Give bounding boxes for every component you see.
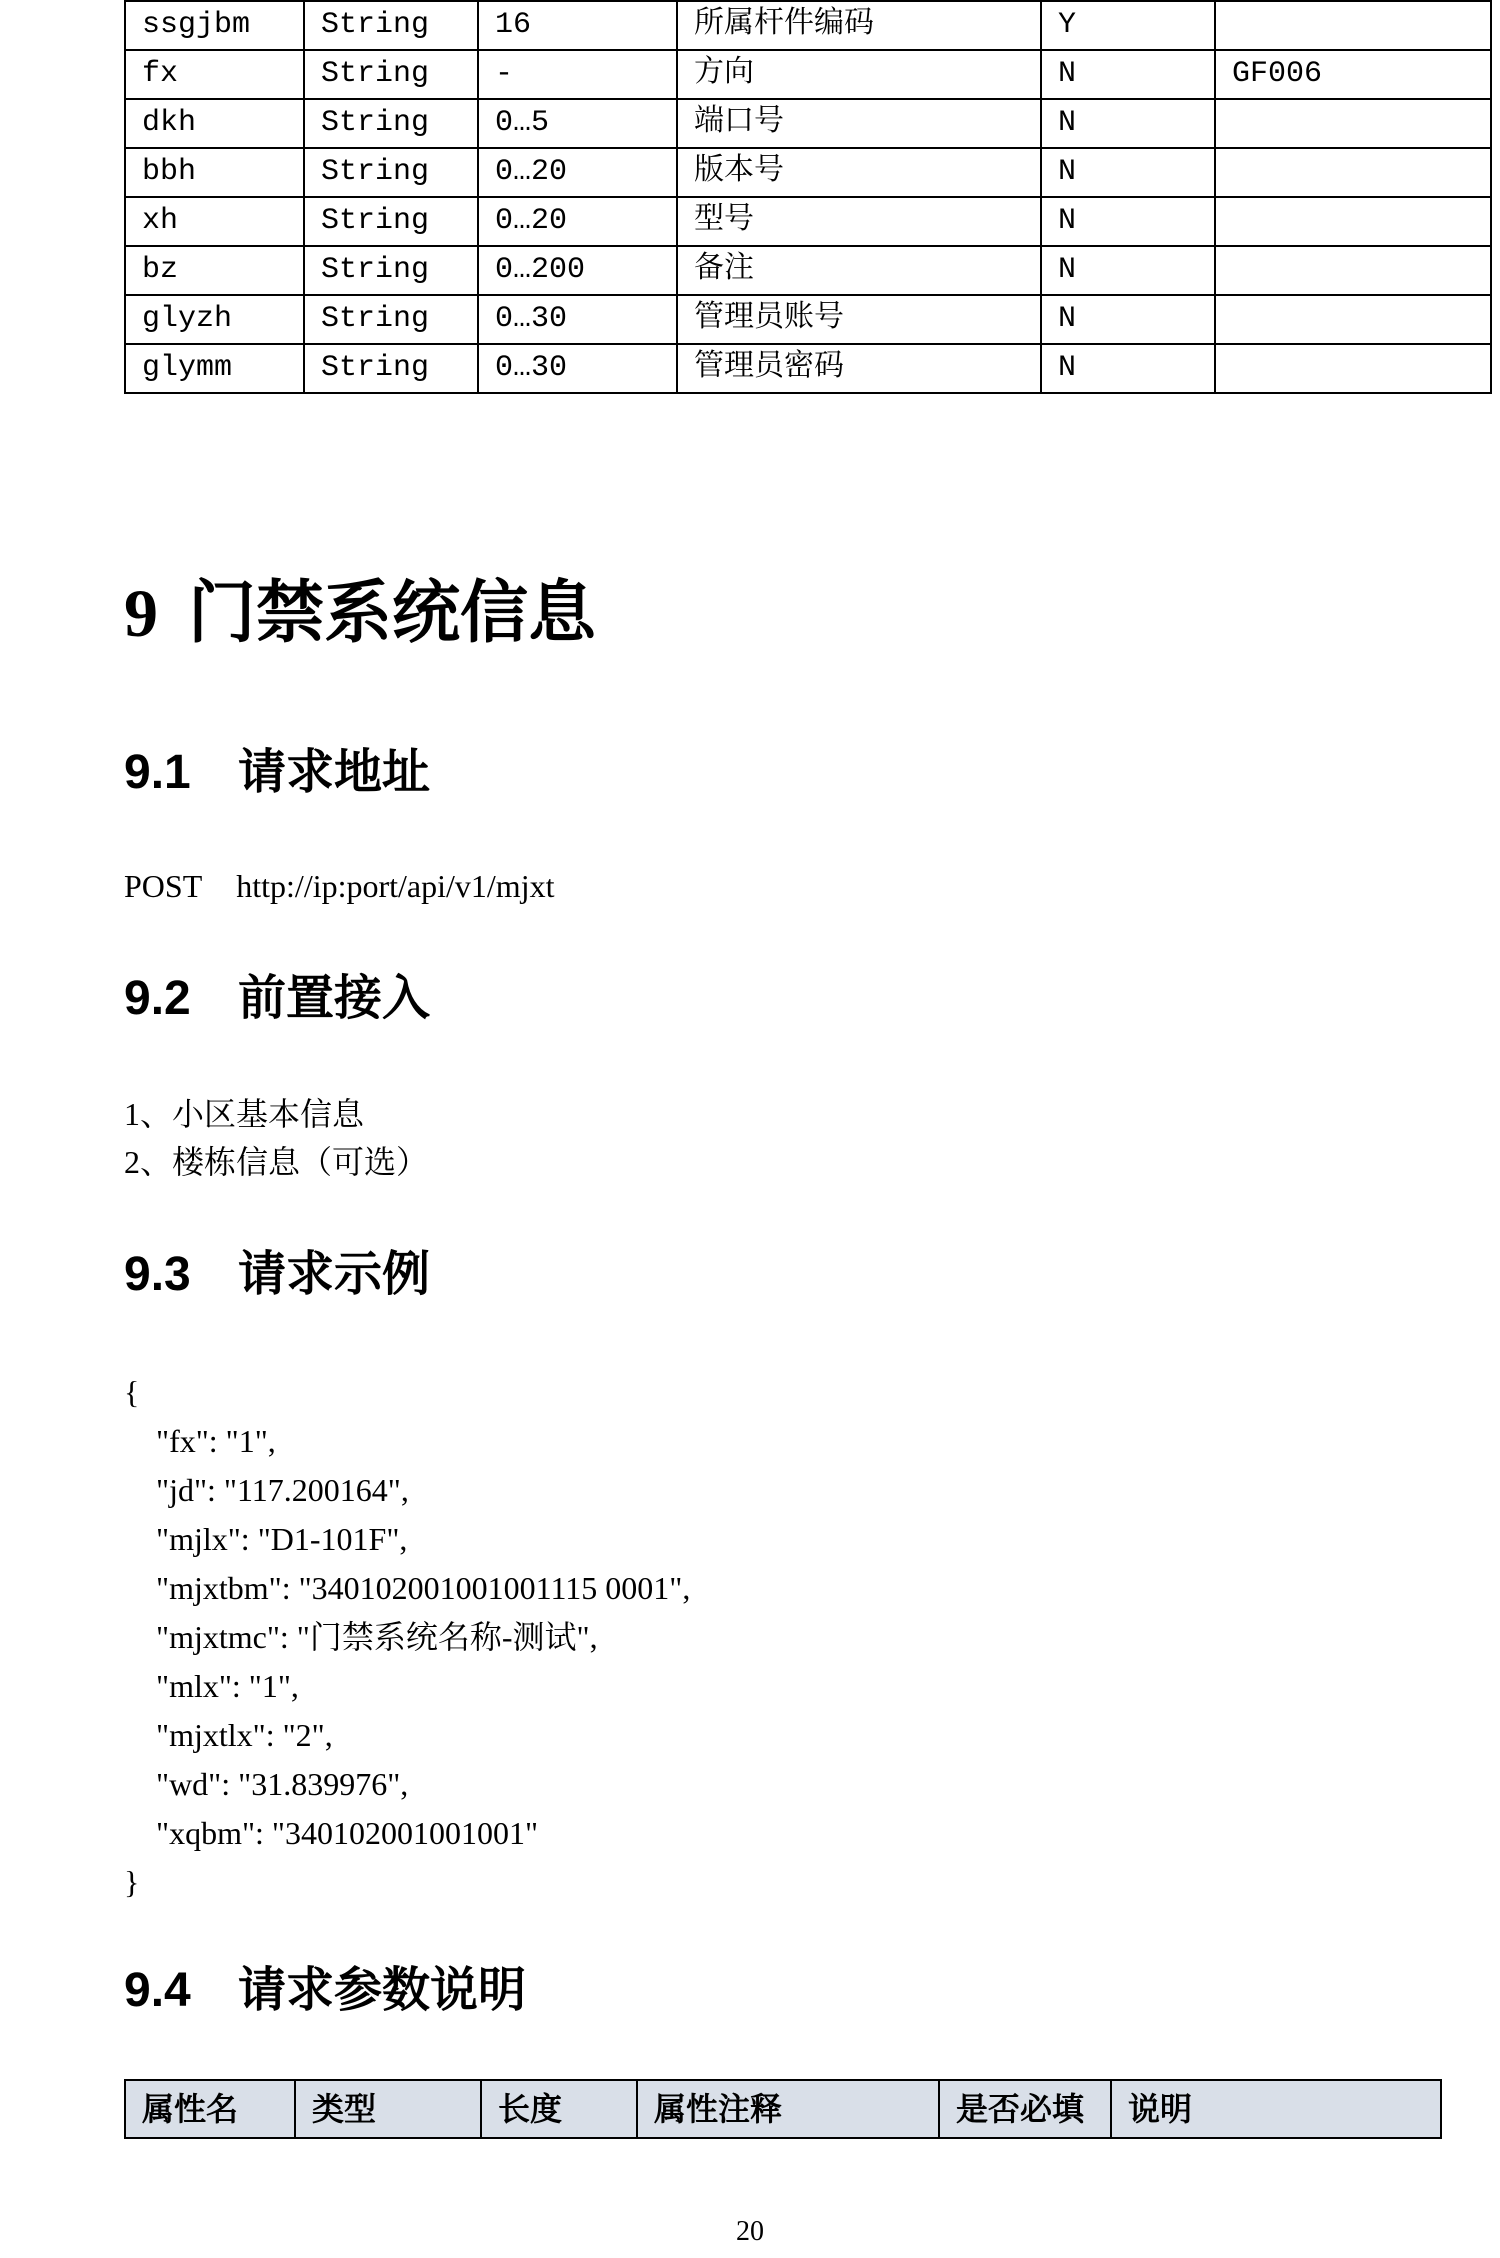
table-cell: String bbox=[304, 1, 478, 50]
table-cell: N bbox=[1041, 295, 1215, 344]
table-cell bbox=[1215, 148, 1491, 197]
table-cell: String bbox=[304, 50, 478, 99]
table-row bbox=[125, 1, 1491, 50]
table-cell: N bbox=[1041, 148, 1215, 197]
table-cell: 0…20 bbox=[478, 148, 677, 197]
table-row bbox=[125, 295, 1491, 344]
column-header: 属性名 bbox=[125, 2080, 295, 2138]
code-line: "mlx": "1", bbox=[156, 1668, 299, 1704]
column-header: 属性注释 bbox=[637, 2080, 939, 2138]
table-cell: 0…30 bbox=[478, 344, 677, 393]
table-row bbox=[125, 50, 1491, 99]
table-cell: 方向 bbox=[677, 50, 1041, 99]
table-cell: String bbox=[304, 246, 478, 295]
table-cell: glymm bbox=[125, 344, 304, 393]
table-row bbox=[125, 148, 1491, 197]
table-row bbox=[125, 344, 1491, 393]
code-line: "wd": "31.839976", bbox=[156, 1766, 409, 1802]
table-cell bbox=[1215, 99, 1491, 148]
http-method: POST bbox=[124, 868, 203, 904]
field-table bbox=[124, 0, 1492, 394]
table-cell: N bbox=[1041, 246, 1215, 295]
table-cell: bz bbox=[125, 246, 304, 295]
table-cell: 型号 bbox=[677, 197, 1041, 246]
column-header: 是否必填 bbox=[939, 2080, 1111, 2138]
column-header: 类型 bbox=[295, 2080, 481, 2138]
table-cell: 备注 bbox=[677, 246, 1041, 295]
table-cell: N bbox=[1041, 99, 1215, 148]
section-heading-request-params bbox=[124, 1958, 526, 2024]
table-cell: Y bbox=[1041, 1, 1215, 50]
table-cell: String bbox=[304, 148, 478, 197]
page-number: 20 bbox=[736, 2216, 764, 2247]
section-title: 请求地址 bbox=[238, 746, 431, 799]
chapter-title bbox=[124, 568, 596, 658]
section-number: 9.2 bbox=[124, 972, 191, 1025]
section-number: 9.1 bbox=[124, 746, 191, 799]
code-line: "mjlx": "D1-101F", bbox=[156, 1521, 408, 1557]
table-cell: String bbox=[304, 99, 478, 148]
table-cell: bbh bbox=[125, 148, 304, 197]
section-heading-request-address bbox=[124, 740, 430, 806]
table-cell: - bbox=[478, 50, 677, 99]
table-cell: N bbox=[1041, 344, 1215, 393]
table-cell: 0…30 bbox=[478, 295, 677, 344]
section-title: 请求示例 bbox=[238, 1248, 431, 1301]
table-row bbox=[125, 246, 1491, 295]
column-header: 长度 bbox=[481, 2080, 637, 2138]
table-cell bbox=[1215, 344, 1491, 393]
table-cell bbox=[1215, 246, 1491, 295]
table-cell: 版本号 bbox=[677, 148, 1041, 197]
code-line: "jd": "117.200164", bbox=[156, 1472, 409, 1508]
table-cell bbox=[1215, 295, 1491, 344]
code-line: "mjxtlx": "2", bbox=[156, 1717, 333, 1753]
table-cell: N bbox=[1041, 50, 1215, 99]
table-cell: N bbox=[1041, 197, 1215, 246]
code-line: "fx": "1", bbox=[156, 1423, 276, 1459]
section-number: 9.4 bbox=[124, 1964, 191, 2017]
table-cell: dkh bbox=[125, 99, 304, 148]
table-cell: 0…200 bbox=[478, 246, 677, 295]
table-cell: String bbox=[304, 197, 478, 246]
table-cell bbox=[1215, 197, 1491, 246]
prerequisite-item: 2、楼栋信息（可选） bbox=[124, 1144, 429, 1180]
table-cell: 管理员密码 bbox=[677, 344, 1041, 393]
code-line: } bbox=[124, 1864, 140, 1900]
table-cell: String bbox=[304, 295, 478, 344]
param-table bbox=[124, 2079, 1442, 2139]
table-cell: glyzh bbox=[125, 295, 304, 344]
table-cell: 16 bbox=[478, 1, 677, 50]
prerequisite-item: 1、小区基本信息 bbox=[124, 1096, 365, 1132]
request-example-code bbox=[124, 1368, 690, 1907]
table-cell: String bbox=[304, 344, 478, 393]
table-header-row bbox=[125, 2080, 1441, 2138]
table-row bbox=[125, 197, 1491, 246]
table-cell: 管理员账号 bbox=[677, 295, 1041, 344]
column-header: 说明 bbox=[1111, 2080, 1441, 2138]
section-title: 前置接入 bbox=[238, 972, 431, 1025]
table-cell: 所属杆件编码 bbox=[677, 1, 1041, 50]
section-heading-prerequisites bbox=[124, 966, 430, 1032]
table-cell: 0…20 bbox=[478, 197, 677, 246]
chapter-title-text: 门禁系统信息 bbox=[188, 575, 597, 651]
table-cell: 0…5 bbox=[478, 99, 677, 148]
request-url: http://ip:port/api/v1/mjxt bbox=[236, 868, 555, 904]
section-title: 请求参数说明 bbox=[238, 1964, 527, 2017]
table-row bbox=[125, 99, 1491, 148]
table-cell bbox=[1215, 1, 1491, 50]
code-line: "mjxtbm": "340102001001001115 0001", bbox=[156, 1570, 691, 1606]
code-line: "xqbm": "340102001001001" bbox=[156, 1815, 539, 1851]
section-number: 9.3 bbox=[124, 1248, 191, 1301]
table-cell: GF006 bbox=[1215, 50, 1491, 99]
table-cell: ssgjbm bbox=[125, 1, 304, 50]
section-heading-request-example bbox=[124, 1242, 430, 1308]
request-line bbox=[124, 862, 554, 910]
table-cell: xh bbox=[125, 197, 304, 246]
code-line: { bbox=[124, 1374, 140, 1410]
table-cell: fx bbox=[125, 50, 304, 99]
chapter-number: 9 bbox=[124, 575, 158, 651]
table-cell: 端口号 bbox=[677, 99, 1041, 148]
code-line: "mjxtmc": "门禁系统名称-测试", bbox=[156, 1619, 598, 1655]
